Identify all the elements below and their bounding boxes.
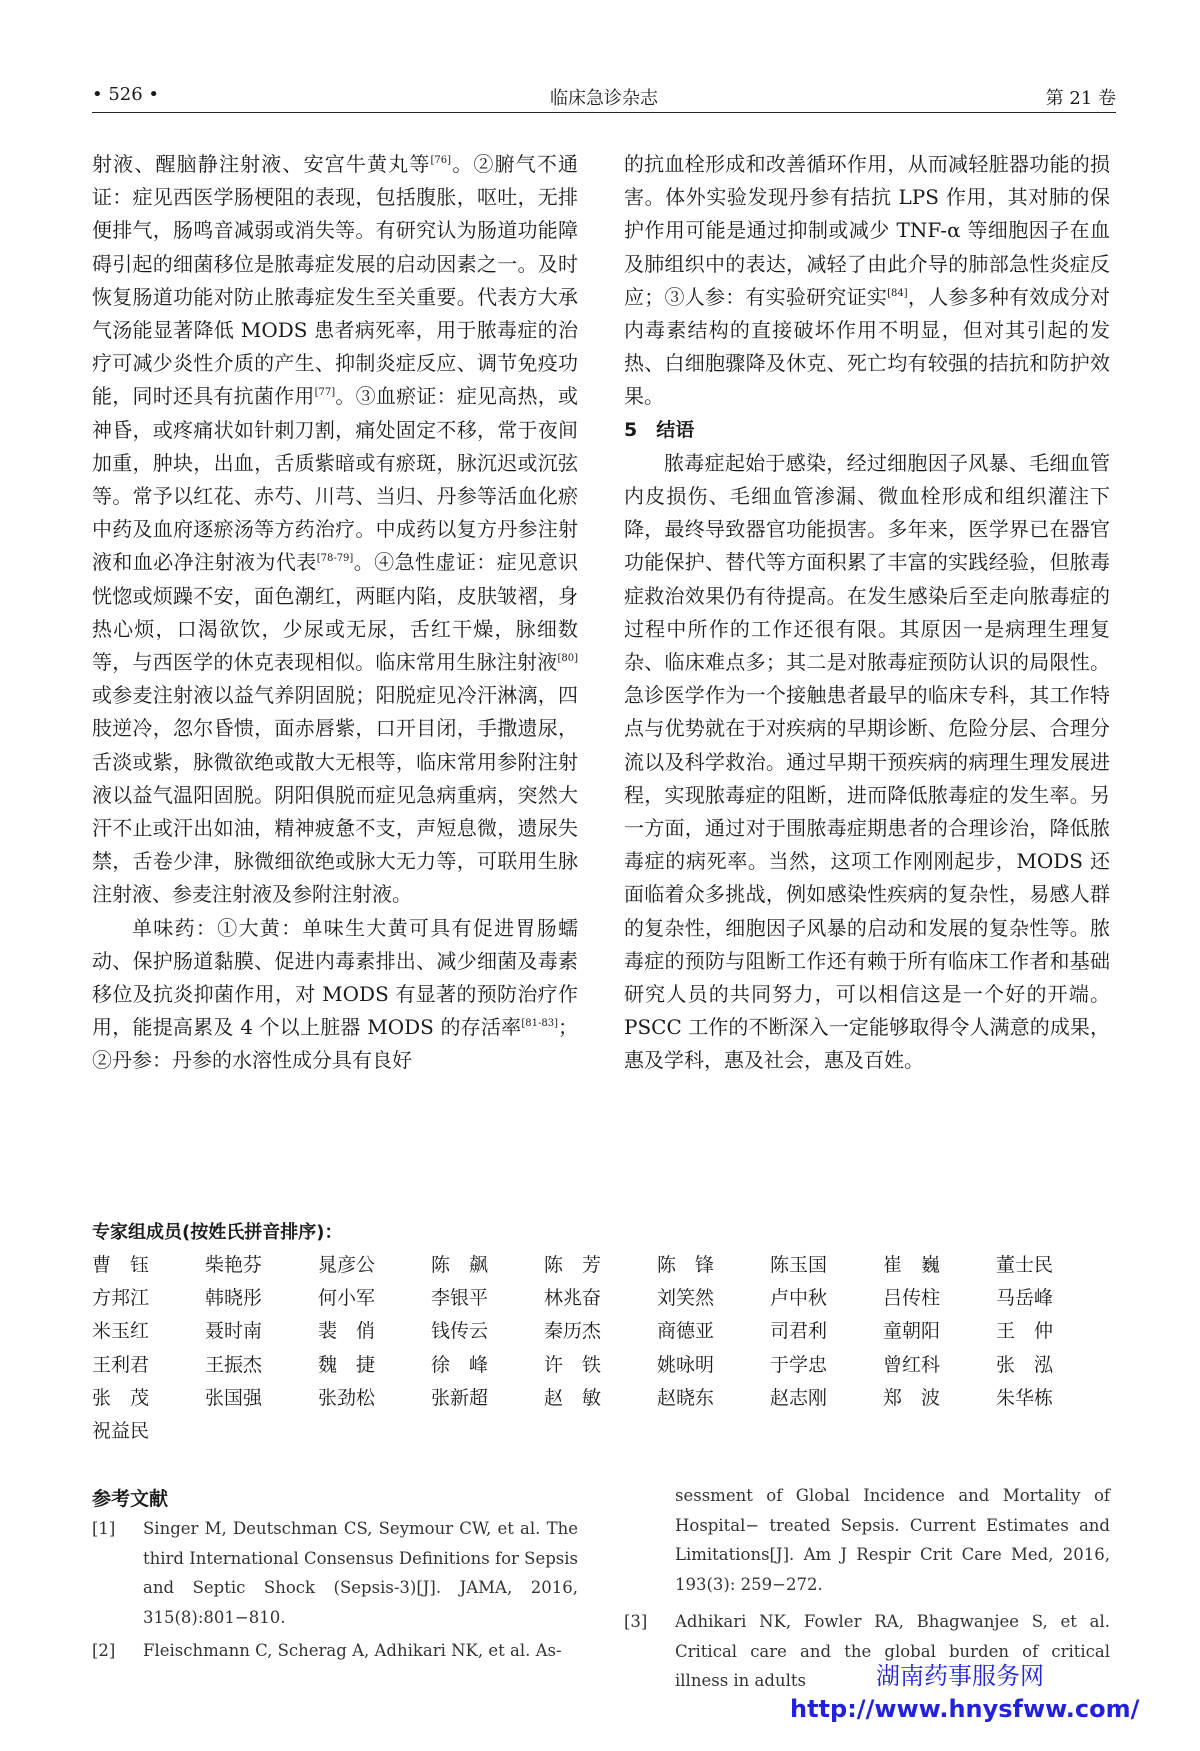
expert-name: 刘笑然 [657, 1287, 715, 1310]
reference-item [92, 1636, 578, 1666]
reference-number: [3] [624, 1612, 648, 1631]
expert-name: 李银平 [431, 1287, 489, 1310]
expert-name: 王振杰 [205, 1353, 263, 1376]
expert-name: 陈 芳 [544, 1254, 602, 1276]
citation: [77] [314, 387, 336, 399]
expert-name: 聂时南 [205, 1320, 263, 1343]
paragraph-single-herbs [92, 912, 578, 1078]
experts-title: 专家组成员(按姓氏拼音排序)： [92, 1222, 343, 1243]
reference-number: [2] [92, 1641, 116, 1660]
experts-list [92, 1250, 1122, 1449]
expert-name: 赵志刚 [770, 1386, 828, 1409]
left-column [92, 148, 578, 1078]
expert-name: 柴艳芬 [205, 1254, 263, 1276]
expert-name: 徐 峰 [431, 1353, 489, 1376]
references-left [92, 1514, 578, 1670]
citation: [76] [430, 155, 452, 166]
expert-name: 魏 捷 [318, 1353, 376, 1376]
text-run: ，人参多种有效成分对内毒素结构的直接破坏作用不明显，但对其引起的发热、白细胞骤降及休克、死亡均有较强的拮抗和防护效果。 [624, 284, 1111, 409]
text-run: 的抗血栓形成和改善循环作用，从而减轻脏器功能的损害。体外实验发现丹参有拮抗 LPS 作用，其对肺的保护作用可能是通过抑制或减少 TNF-α 等细胞因子在血及肺组织中的表达，减轻了由此介导的肺部急性炎症反应；③人参：有实验研究证实 [624, 152, 1110, 309]
reference-item [92, 1514, 578, 1632]
text-run: 单味药：①大黄：单味生大黄可具有促进胃肠蠕动、保护肠道黏膜、促进内毒素排出、减少细菌及毒素移位及抗炎抑菌作用，对 MODS 有显著的预防治疗作用，能提高累及 4 个以上脏器 MODS 的存活率 [92, 915, 578, 1040]
right-column [624, 148, 1110, 1078]
expert-name: 张 泓 [996, 1353, 1054, 1376]
text-run: 或参麦注射液以益气养阴固脱；阳脱症见冷汗淋漓，四肢逆冷，忽尔昏愦，面赤唇紫，口开目闭，手撒遗尿，舌淡或紫，脉微欲绝或散大无根等，临床常用参附注射液以益气温阳固脱。阴阳俱脱而症见急病重病，突然大汗不止或汗出如油，精神疲惫不支，声短息微，遗尿失禁，舌卷少津，脉微细欲绝或脉大无力等，可联用生脉注射液、参麦注射液及参附注射液。 [92, 683, 578, 907]
expert-name: 卢中秋 [770, 1287, 828, 1310]
text-run: 。③血瘀证：症见高热，或神昏，或疼痛状如针刺刀割，痛处固定不移，常于夜间加重，肿块，出血，舌质紫暗或有瘀斑，脉沉迟或沉弦等。常予以红花、赤芍、川芎、当归、丹参等活血化瘀中药及血府逐瘀汤等方药治疗。中成药以复方丹参注射液和血必净注射液为代表 [92, 384, 579, 575]
expert-name: 朱华栋 [996, 1386, 1054, 1409]
expert-name: 赵 敏 [544, 1386, 602, 1409]
expert-name: 陈 飙 [431, 1254, 489, 1276]
expert-name: 钱传云 [431, 1320, 489, 1343]
page-header [92, 76, 1116, 110]
expert-name: 马岳峰 [996, 1287, 1054, 1310]
text-run: ；②丹参：丹参的水溶性成分具有良好 [92, 1015, 578, 1073]
expert-name: 商德亚 [657, 1320, 715, 1343]
paragraph-herbs-continued [624, 148, 1110, 414]
expert-name: 赵晓东 [657, 1386, 715, 1409]
expert-name: 司君利 [770, 1320, 828, 1343]
reference-text: Singer M, Deutschman CS, Seymour CW, et al. The third International Consensus Definitions for Sepsis and Septic Shock (Sepsis-3)[J]. JAMA, 2016, 315(8):801−810. [143, 1519, 578, 1627]
text-run: 。④急性虚证：症见意识恍惚或烦躁不安，面色潮红，两眶内陷，皮肤皱褶，身热心烦，口渴欲饮，少尿或无尿，舌红干燥，脉细数等，与西医学的休克表现相似。临床常用生脉注射液 [92, 550, 579, 675]
expert-name: 晁彦公 [318, 1254, 376, 1276]
paragraph-tcm-syndromes [92, 148, 578, 912]
reference-continuation: sessment of Global Incidence and Mortality of Hospital− treated Sepsis. Current Estimates and Limitations[J]. Am J Respir Crit Care Med, 2016, 193(3): 259−272. [675, 1486, 1110, 1594]
expert-name: 王 仲 [996, 1320, 1054, 1343]
text-run: 。②腑气不通证：症见西医学肠梗阻的表现，包括腹胀，呕吐，无排便排气，肠鸣音减弱或消失等。有研究认为肠道功能障碍引起的细菌移位是脓毒症发展的启动因素之一。及时恢复肠道功能对防止脓毒症发生至关重要。代表方大承气汤能显著降低 MODS 患者病死率，用于脓毒症的治疗可减少炎性介质的产生、抑制炎症反应、调节免疫功能，同时还具有抗菌作用 [92, 152, 579, 409]
expert-name: 张新超 [431, 1386, 489, 1409]
header-rule [92, 112, 1116, 113]
watermark-site-name: 湖南药事服务网 [876, 1662, 1044, 1690]
expert-name: 郑 波 [883, 1386, 941, 1409]
expert-name: 方邦江 [92, 1287, 150, 1310]
expert-name: 曹 钰 [92, 1254, 150, 1276]
expert-name: 姚咏明 [657, 1353, 715, 1376]
expert-name: 秦历杰 [544, 1320, 602, 1343]
expert-name: 王利君 [92, 1353, 150, 1376]
expert-name: 何小军 [318, 1287, 376, 1310]
expert-name: 祝益民 [92, 1419, 150, 1442]
watermark-url[interactable]: http://www.hnysfww.com/ [790, 1695, 1140, 1723]
expert-name: 韩晓彤 [205, 1287, 263, 1310]
expert-name: 童朝阳 [883, 1320, 941, 1343]
expert-name: 米玉红 [92, 1320, 150, 1343]
reference-number: [1] [92, 1519, 116, 1538]
reference-text: Adhikari NK, Fowler RA, Bhagwanjee S, et al. Critical care and the global burden of critical illness in adults [675, 1612, 1110, 1690]
reference-text: Fleischmann C, Scherag A, Adhikari NK, et al. As- [143, 1641, 562, 1660]
expert-name: 裴 俏 [318, 1320, 376, 1343]
expert-name: 张劲松 [318, 1386, 376, 1409]
citation: [81-83] [521, 1018, 558, 1030]
journal-title: 临床急诊杂志 [550, 88, 658, 109]
expert-name: 张 茂 [92, 1386, 150, 1409]
expert-name: 林兆奋 [544, 1287, 602, 1310]
section-title-conclusion: 5 结语 [624, 418, 695, 441]
volume-label: 第 21 卷 [1045, 88, 1116, 109]
citation: [78-79] [316, 553, 354, 565]
expert-name: 吕传柱 [883, 1287, 941, 1310]
expert-name: 张国强 [205, 1386, 263, 1409]
page-number: • 526 • [92, 84, 160, 105]
paragraph-conclusion: 脓毒症起始于感染，经过细胞因子风暴、毛细血管内皮损伤、毛细血管渗漏、微血栓形成和组织灌注下降，最终导致器官功能损害。多年来，医学界已在器官功能保护、替代等方面积累了丰富的实践经验，但脓毒症救治效果仍有待提高。在发生感染后至走向脓毒症的过程中所作的工作还很有限。其原因一是病理生理复杂、临床难点多；其二是对脓毒症预防认识的局限性。急诊医学作为一个接触患者最早的临床专科，其工作特点与优势就在于对疾病的早期诊断、危险分层、合理分流以及科学救治。通过早期干预疾病的病理生理发展进程，实现脓毒症的阻断，进而降低脓毒症的发生率。另一方面，通过对于围脓毒症期患者的合理诊治，降低脓毒症的病死率。当然，这项工作刚刚起步，MODS 还面临着众多挑战，例如感染性疾病的复杂性，易感人群的复杂性，细胞因子风暴的启动和发展的复杂性等。脓毒症的预防与阻断工作还有赖于所有临床工作者和基础研究人员的共同努力，可以相信这是一个好的开端。PSCC 工作的不断深入一定能够取得令人满意的成果，惠及学科，惠及社会，惠及百姓。 [624, 450, 1110, 1073]
text-run: 射液、醒脑静注射液、安宫牛黄丸等 [92, 152, 431, 176]
watermark [790, 1660, 1140, 1726]
expert-name: 陈 锋 [657, 1254, 715, 1276]
citation: [80] [557, 653, 578, 665]
expert-name: 陈玉国 [770, 1254, 828, 1276]
expert-name: 崔 巍 [883, 1254, 941, 1276]
expert-name: 曾红科 [883, 1353, 941, 1376]
references-title: 参考文献 [92, 1488, 169, 1510]
expert-name: 许 铁 [544, 1353, 602, 1376]
citation: [84] [887, 287, 908, 299]
expert-name: 董士民 [996, 1254, 1054, 1276]
expert-name: 于学忠 [770, 1353, 828, 1376]
